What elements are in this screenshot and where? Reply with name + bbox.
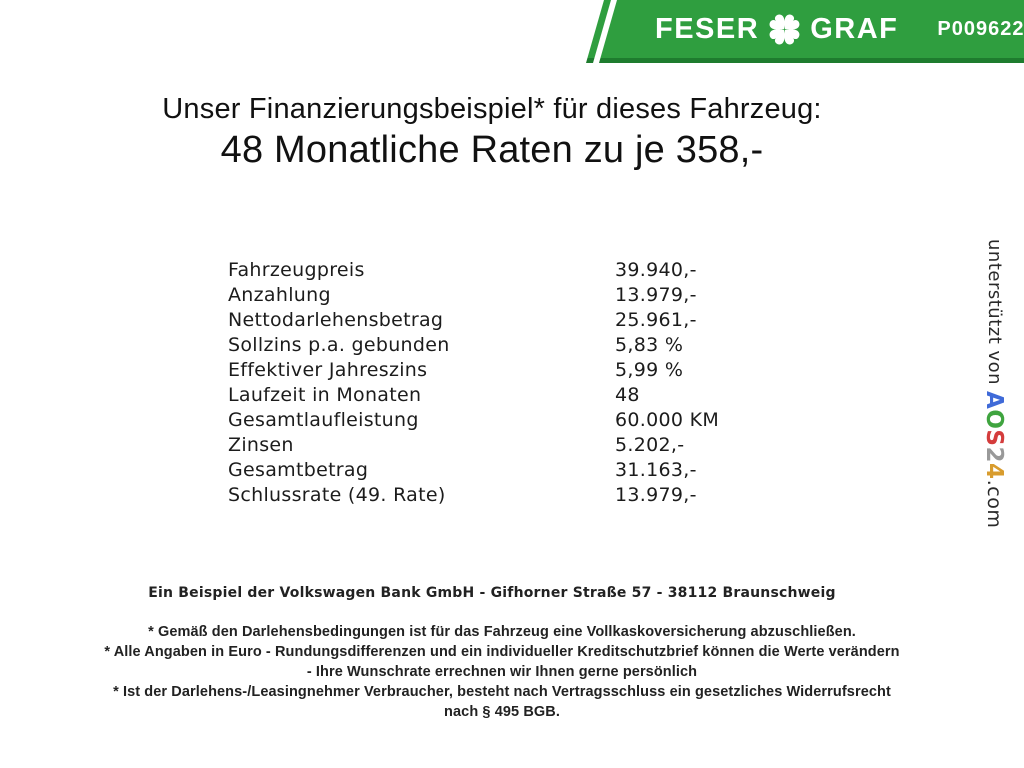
finance-row-value: 13.979,-: [615, 484, 697, 506]
finance-row-value: 25.961,-: [615, 309, 697, 331]
disclaimer-line: * Gemäß den Darlehensbedingungen ist für das Fahrzeug eine Vollkaskoversicherung abzuschließen.: [148, 624, 856, 640]
finance-row-value: 31.163,-: [615, 459, 697, 481]
table-row: [228, 433, 788, 458]
table-row: [228, 333, 788, 358]
finance-row-label: Nettodarlehensbetrag: [228, 309, 444, 331]
finance-row-label: Fahrzeugpreis: [228, 259, 365, 281]
title-block: [0, 91, 984, 172]
disclaimer-line: - Ihre Wunschrate errechnen wir Ihnen gerne persönlich: [306, 664, 698, 680]
finance-row-label: Anzahlung: [228, 284, 331, 306]
brand-word-feser: FESER: [655, 13, 760, 45]
finance-row-label: Gesamtlaufleistung: [228, 409, 419, 431]
table-row: [228, 283, 788, 308]
clover-icon: [768, 13, 801, 46]
brand-logo: [655, 0, 1024, 59]
aos24-letter: S: [981, 429, 1007, 447]
disclaimer-lines: [0, 622, 1004, 722]
disclaimer-line: * Ist der Darlehens-/Leasingnehmer Verbraucher, besteht nach Vertragsschluss ein gesetzliches Widerrufsrecht: [113, 684, 891, 700]
finance-row-label: Gesamtbetrag: [228, 459, 369, 481]
page-title: Unser Finanzierungsbeispiel* für dieses Fahrzeug:: [162, 93, 822, 125]
table-row: [228, 483, 788, 508]
brand-word-graf: GRAF: [810, 13, 899, 45]
finance-row-label: Zinsen: [228, 434, 294, 456]
supported-by-label: unterstützt von: [984, 239, 1005, 392]
table-row: [228, 258, 788, 283]
finance-row-value: 5,83 %: [615, 334, 684, 356]
table-row: [228, 308, 788, 333]
finance-row-value: 60.000 KM: [615, 409, 720, 431]
aos24-letter: O: [981, 409, 1007, 430]
finance-row-value: 48: [615, 384, 640, 406]
table-row: [228, 408, 788, 433]
disclaimer-line: nach § 495 BGB.: [444, 704, 560, 720]
finance-row-label: Schlussrate (49. Rate): [228, 484, 446, 506]
aos24-domain-suffix: .com: [983, 479, 1005, 529]
bank-address-line: Ein Beispiel der Volkswagen Bank GmbH - Gifhorner Straße 57 - 38112 Braunschweig: [148, 585, 836, 601]
aos24-letter: A: [981, 391, 1007, 410]
table-row: [228, 383, 788, 408]
aos24-letter: 4: [981, 463, 1007, 480]
supported-by-vertical: [981, 239, 1007, 539]
aos24-logo: [981, 391, 1007, 480]
finance-row-label: Laufzeit in Monaten: [228, 384, 422, 406]
finance-row-label: Effektiver Jahreszins: [228, 359, 428, 381]
finance-table: [228, 258, 788, 508]
finance-row-value: 39.940,-: [615, 259, 697, 281]
finance-row-value: 5,99 %: [615, 359, 684, 381]
table-row: [228, 458, 788, 483]
table-row: [228, 358, 788, 383]
finance-row-value: 5.202,-: [615, 434, 685, 456]
finance-row-value: 13.979,-: [615, 284, 697, 306]
finance-row-label: Sollzins p.a. gebunden: [228, 334, 450, 356]
page-subtitle: 48 Monatliche Raten zu je 358,-: [220, 129, 764, 171]
disclaimer-line: * Alle Angaben in Euro - Rundungsdifferenzen und ein individueller Kreditschutzbrief können die Werte verändern: [104, 644, 900, 660]
aos24-letter: 2: [981, 446, 1007, 464]
vehicle-code: P009622: [937, 18, 1024, 40]
